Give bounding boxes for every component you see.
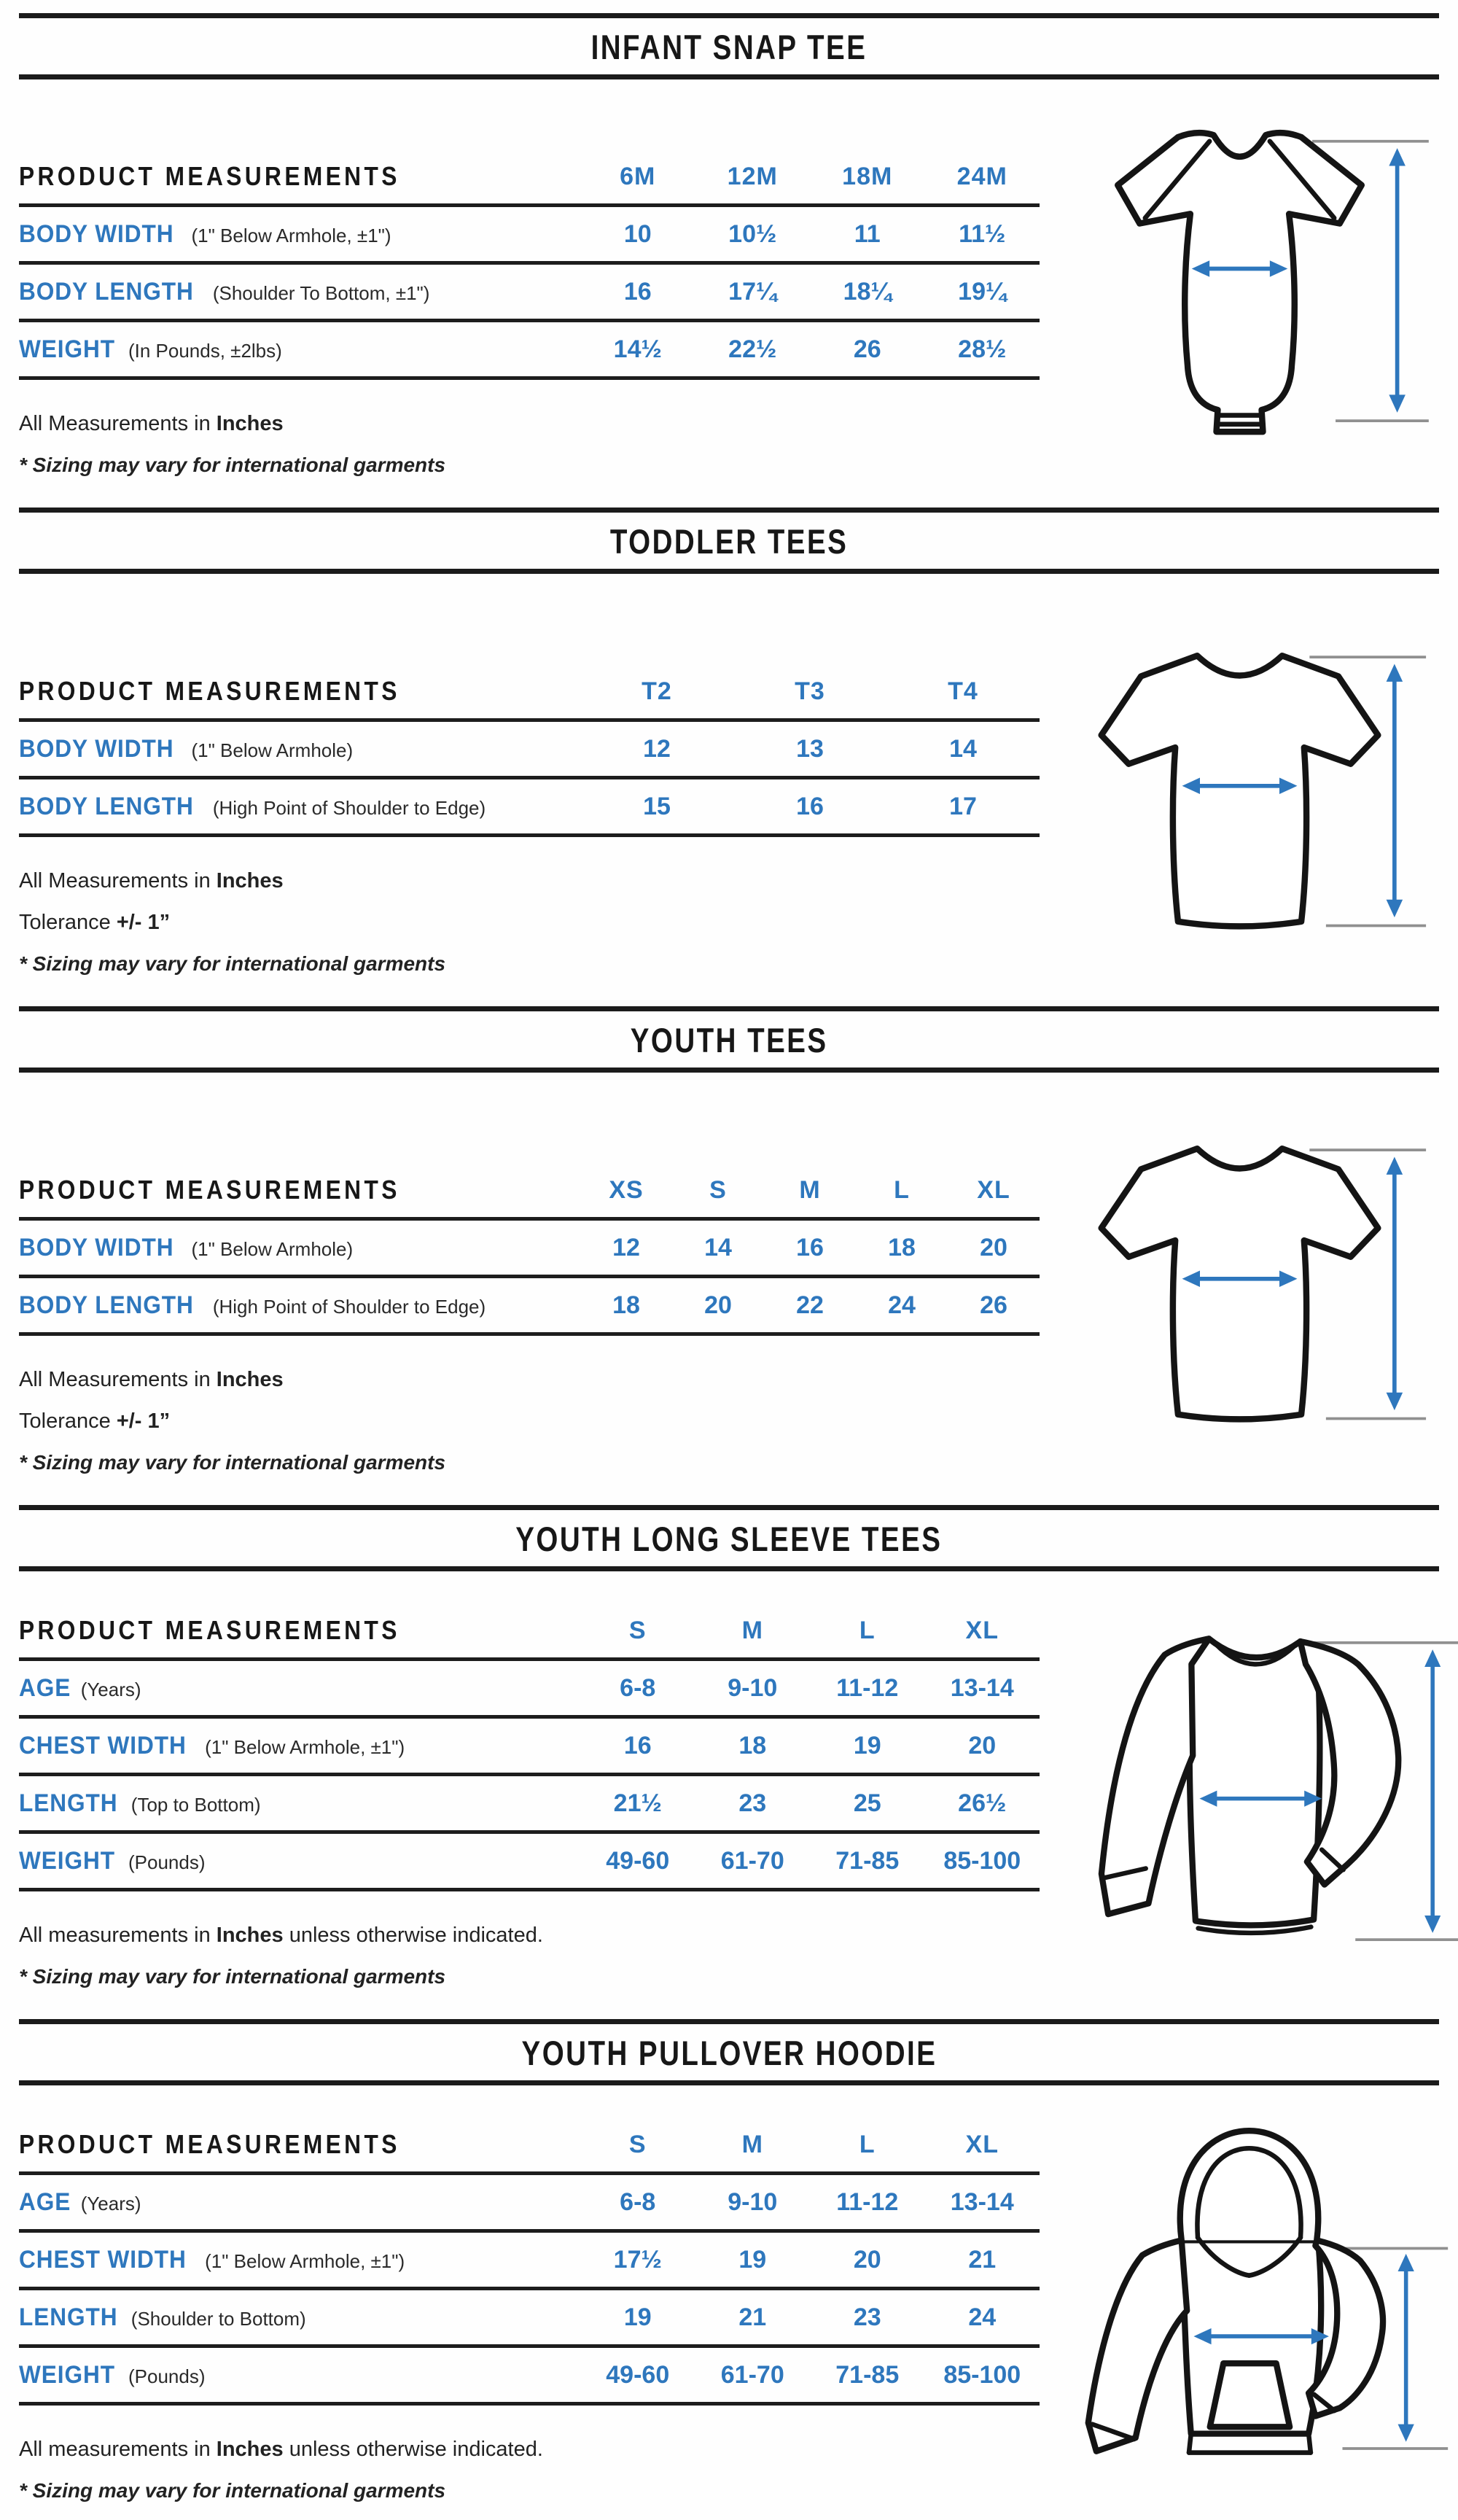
footnote-text: All Measurements in (19, 1368, 217, 1391)
section-title: YOUTH PULLOVER HOODIE (521, 2034, 937, 2072)
row-label: WEIGHT (19, 335, 116, 363)
column-header: XL (977, 1175, 1010, 1204)
cell-value: 20 (704, 1291, 732, 1319)
section-infant-snap-tee (0, 0, 1458, 494)
footnote (19, 952, 1040, 976)
cell-value: 21 (968, 2245, 997, 2274)
footnote-text: All measurements in (19, 1924, 217, 1947)
table-row (19, 1776, 1040, 1834)
row-label: LENGTH (19, 2303, 118, 2331)
column-header: T4 (948, 677, 978, 705)
table-row (19, 779, 1040, 837)
column-header: T2 (642, 677, 672, 705)
tee-outline (1101, 1148, 1378, 1419)
row-label: AGE (19, 2188, 71, 2216)
row-note: (High Point of Shoulder to Edge) (212, 1295, 486, 1318)
row-label: BODY LENGTH (19, 1291, 194, 1319)
table-row (19, 1278, 1040, 1336)
measurements-label-cell (19, 2129, 580, 2160)
footnote-text: All Measurements in (19, 412, 217, 435)
footnote (19, 1924, 1040, 1948)
footnote-text: unless otherwise indicated. (283, 1924, 543, 1947)
row-label: WEIGHT (19, 1846, 116, 1875)
cell-value: 19¼ (958, 277, 1007, 306)
row-note: (1" Below Armhole) (191, 1237, 354, 1260)
measurements-label-cell (19, 1175, 580, 1205)
section-header (19, 2019, 1439, 2085)
row-note: (1" Below Armhole, ±1") (205, 1735, 405, 1758)
row-note: (Top to Bottom) (130, 1793, 261, 1816)
cell-value: 61-70 (720, 1846, 784, 1875)
footnote-text: +/- 1” (116, 911, 171, 934)
row-label-cell (19, 278, 580, 306)
cell-value: 13-14 (950, 2188, 1014, 2216)
table-row (19, 1834, 1040, 1891)
row-label-cell (19, 1732, 580, 1760)
row-note: (Years) (80, 1678, 141, 1700)
footnote (19, 911, 1040, 935)
infant-onesie-diagram (1041, 96, 1438, 442)
measurements-label: PRODUCT MEASUREMENTS (19, 676, 400, 706)
cell-value: 14½ (613, 335, 662, 363)
section-body (0, 1571, 1458, 2006)
cell-value: 61-70 (720, 2360, 784, 2389)
art-col (1040, 2085, 1458, 2489)
row-label-cell (19, 793, 580, 821)
cell-value: 71-85 (835, 1846, 900, 1875)
row-note: (High Point of Shoulder to Edge) (212, 796, 486, 819)
cell-value: 9-10 (728, 1673, 778, 1702)
tee-diagram (1041, 612, 1438, 954)
cell-value: 11½ (959, 219, 1006, 248)
cell-value: 71-85 (835, 2360, 900, 2389)
row-label-cell (19, 2303, 580, 2332)
row-note: (Pounds) (128, 2365, 206, 2387)
cell-value: 11 (854, 219, 881, 248)
length-arrow (1386, 1157, 1403, 1411)
row-label-cell (19, 1291, 580, 1320)
row-label: BODY LENGTH (19, 277, 194, 306)
table-row (19, 2348, 1040, 2406)
row-label-cell (19, 1234, 580, 1262)
table-header-row (19, 2118, 1040, 2175)
cell-value: 18 (738, 1731, 767, 1759)
footnote-text: * Sizing may vary for international garments (19, 454, 446, 476)
table-column (19, 1073, 1040, 1492)
art-col (1040, 79, 1439, 442)
row-label-cell (19, 2188, 580, 2217)
cell-value: 20 (853, 2245, 881, 2274)
table-row (19, 322, 1040, 380)
column-header: 12M (727, 162, 778, 190)
cell-value: 85-100 (943, 2360, 1021, 2389)
footnote (19, 2479, 1040, 2502)
row-label-cell (19, 2246, 580, 2274)
cell-value: 10½ (728, 219, 777, 248)
column-header: XL (965, 1616, 999, 1644)
row-label: CHEST WIDTH (19, 2245, 187, 2274)
measurements-table (19, 2118, 1040, 2406)
cell-value: 11-12 (836, 2188, 899, 2216)
row-label: BODY WIDTH (19, 734, 174, 763)
art-col (1040, 574, 1439, 954)
footnotes (19, 1368, 1040, 1474)
measurements-table (19, 149, 1040, 380)
table-header-row (19, 664, 1040, 722)
kangaroo-pocket (1210, 2363, 1290, 2427)
section-title: YOUTH LONG SLEEVE TEES (515, 1520, 943, 1558)
table-header-row (19, 1163, 1040, 1221)
measurements-label-cell (19, 161, 580, 192)
tee-outline (1101, 656, 1378, 926)
measurements-label: PRODUCT MEASUREMENTS (19, 1175, 400, 1205)
row-label: AGE (19, 1673, 71, 1702)
row-label-cell (19, 2361, 580, 2389)
cell-value: 10 (623, 219, 652, 248)
footnotes (19, 1924, 1040, 1988)
column-header: L (859, 1616, 876, 1644)
section-title: YOUTH TEES (630, 1021, 828, 1059)
cell-value: 22 (796, 1291, 824, 1319)
footnote-text: Tolerance (19, 1409, 117, 1433)
column-header: S (628, 1616, 647, 1644)
cell-value: 85-100 (943, 1846, 1021, 1875)
footnote-text: All Measurements in (19, 869, 217, 892)
table-header-row (19, 1603, 1040, 1661)
row-note: (1" Below Armhole) (191, 739, 354, 761)
table-column (19, 574, 1040, 993)
table-row (19, 2290, 1040, 2348)
column-header: T3 (795, 677, 825, 705)
footnote (19, 1451, 1040, 1474)
section-title: TODDLER TEES (609, 522, 849, 561)
column-header: 18M (842, 162, 893, 190)
cell-value: 21½ (613, 1789, 662, 1817)
measurements-table (19, 1603, 1040, 1891)
cell-value: 24 (968, 2303, 997, 2331)
row-note: (In Pounds, ±2lbs) (128, 339, 282, 362)
table-row (19, 1719, 1040, 1776)
table-header-row (19, 149, 1040, 207)
footnotes (19, 412, 1040, 477)
body-outline (1190, 1638, 1320, 1925)
footnote-text: All measurements in (19, 2438, 217, 2461)
cell-value: 22½ (728, 335, 777, 363)
cell-value: 18 (612, 1291, 640, 1319)
cell-value: 19 (738, 2245, 767, 2274)
section-body (0, 79, 1458, 494)
table-row (19, 1661, 1040, 1719)
footnote-text: +/- 1” (116, 1409, 171, 1433)
cell-value: 18 (888, 1233, 916, 1261)
cell-value: 12 (612, 1233, 640, 1261)
cell-value: 17¼ (728, 277, 777, 306)
long-sleeve-tee-diagram (1040, 1590, 1458, 1967)
column-header: XS (609, 1175, 644, 1204)
row-label-cell (19, 735, 580, 763)
row-note: (Shoulder to Bottom) (130, 2307, 306, 2330)
cell-value: 18¼ (843, 277, 892, 306)
cell-value: 20 (968, 1731, 997, 1759)
footnote-text: unless otherwise indicated. (283, 2438, 543, 2461)
section-header (19, 1006, 1439, 1073)
cell-value: 26 (980, 1291, 1007, 1319)
pullover-hoodie-diagram (1040, 2110, 1458, 2489)
cell-value: 26½ (958, 1789, 1007, 1817)
cell-value: 13-14 (950, 1673, 1014, 1702)
cell-value: 17 (949, 792, 977, 820)
column-header: S (709, 1175, 727, 1204)
section-body (0, 1073, 1458, 1492)
column-header: S (628, 2130, 647, 2158)
length-arrow (1424, 1649, 1441, 1933)
footnote-text: Inches (216, 1368, 284, 1391)
column-header: L (894, 1175, 910, 1204)
table-row (19, 265, 1040, 322)
cell-value: 25 (853, 1789, 881, 1817)
table-row (19, 2233, 1040, 2290)
cell-value: 23 (738, 1789, 767, 1817)
tee-diagram (1041, 1105, 1438, 1447)
column-header: L (859, 2130, 876, 2158)
measurements-label-cell (19, 1615, 580, 1646)
column-header: 6M (620, 162, 656, 190)
row-note: (Pounds) (128, 1851, 206, 1873)
cell-value: 16 (623, 277, 652, 306)
footnote-text: * Sizing may vary for international garments (19, 1965, 446, 1988)
footnote (19, 869, 1040, 893)
row-note: (1" Below Armhole, ±1") (191, 224, 391, 246)
cell-value: 14 (704, 1233, 732, 1261)
column-header: M (799, 1175, 821, 1204)
measurements-label: PRODUCT MEASUREMENTS (19, 1615, 400, 1645)
footnotes (19, 869, 1040, 976)
section-title: INFANT SNAP TEE (590, 28, 868, 66)
column-header: M (741, 2130, 763, 2158)
section-body (0, 574, 1458, 993)
length-arrow (1386, 664, 1403, 918)
row-label: WEIGHT (19, 2360, 116, 2389)
measurements-table (19, 1163, 1040, 1336)
footnote-text: Inches (216, 869, 284, 892)
length-arrow (1389, 148, 1406, 413)
cell-value: 14 (949, 734, 977, 763)
cell-value: 13 (796, 734, 824, 763)
footnote-text: * Sizing may vary for international garments (19, 1451, 446, 1474)
footnote-text: Tolerance (19, 911, 117, 934)
section-youth-tees (0, 993, 1458, 1492)
cell-value: 49-60 (606, 2360, 670, 2389)
footnote-text: * Sizing may vary for international garments (19, 952, 446, 975)
measurements-label-cell (19, 676, 580, 707)
cell-value: 6-8 (620, 2188, 656, 2216)
footnote (19, 1368, 1040, 1392)
table-row (19, 207, 1040, 265)
row-label: BODY WIDTH (19, 219, 174, 248)
row-label: LENGTH (19, 1789, 118, 1817)
row-label: CHEST WIDTH (19, 1731, 187, 1759)
measurements-label: PRODUCT MEASUREMENTS (19, 161, 400, 191)
cell-value: 23 (853, 2303, 881, 2331)
cell-value: 19 (623, 2303, 652, 2331)
column-header: XL (965, 2130, 999, 2158)
row-label-cell (19, 1674, 580, 1703)
cell-value: 19 (853, 1731, 881, 1759)
table-column (19, 2085, 1040, 2520)
cell-value: 20 (980, 1233, 1007, 1261)
cell-value: 24 (888, 1291, 916, 1319)
row-label: BODY WIDTH (19, 1233, 174, 1261)
cell-value: 6-8 (620, 1673, 656, 1702)
footnote (19, 412, 1040, 436)
section-header (19, 508, 1439, 574)
table-row (19, 2175, 1040, 2233)
footnote (19, 1965, 1040, 1988)
cell-value: 11-12 (836, 1673, 899, 1702)
cell-value: 49-60 (606, 1846, 670, 1875)
section-youth-long-sleeve-tees (0, 1492, 1458, 2006)
table-row (19, 1221, 1040, 1278)
section-youth-pullover-hoodie (0, 2006, 1458, 2520)
cell-value: 17½ (613, 2245, 662, 2274)
footnote-text: Inches (216, 2438, 284, 2461)
cell-value: 28½ (958, 335, 1007, 363)
footnote (19, 1409, 1040, 1434)
row-label-cell (19, 1789, 580, 1818)
section-body (0, 2085, 1458, 2520)
measurements-table (19, 664, 1040, 837)
footnote (19, 454, 1040, 477)
cell-value: 15 (643, 792, 671, 820)
cell-value: 16 (796, 792, 824, 820)
row-label-cell (19, 1847, 580, 1875)
table-column (19, 1571, 1040, 2006)
footnotes (19, 2438, 1040, 2502)
footnote-text: Inches (216, 412, 284, 435)
row-label-cell (19, 220, 580, 249)
table-row (19, 722, 1040, 779)
cell-value: 16 (796, 1233, 824, 1261)
cell-value: 9-10 (728, 2188, 778, 2216)
footnote (19, 2438, 1040, 2462)
table-column (19, 79, 1040, 494)
art-col (1040, 1571, 1458, 1967)
footnote-text: Inches (216, 1924, 284, 1947)
section-toddler-tees (0, 494, 1458, 993)
length-arrow (1398, 2254, 1414, 2442)
cell-value: 26 (853, 335, 881, 363)
cell-value: 21 (738, 2303, 767, 2331)
section-header (19, 1505, 1439, 1571)
row-label: BODY LENGTH (19, 792, 194, 820)
measurements-label: PRODUCT MEASUREMENTS (19, 2129, 400, 2159)
row-note: (1" Below Armhole, ±1") (205, 2249, 405, 2272)
footnote-text: * Sizing may vary for international garments (19, 2479, 446, 2502)
onesie-outline (1118, 133, 1362, 432)
art-col (1040, 1073, 1439, 1447)
left-sleeve (1088, 2240, 1187, 2451)
column-header: M (741, 1616, 763, 1644)
row-note: (Years) (80, 2192, 141, 2214)
column-header: 24M (956, 162, 1007, 190)
cell-value: 16 (623, 1731, 652, 1759)
row-label-cell (19, 335, 580, 364)
row-note: (Shoulder To Bottom, ±1") (212, 281, 430, 304)
cell-value: 12 (643, 734, 671, 763)
section-header (19, 13, 1439, 79)
